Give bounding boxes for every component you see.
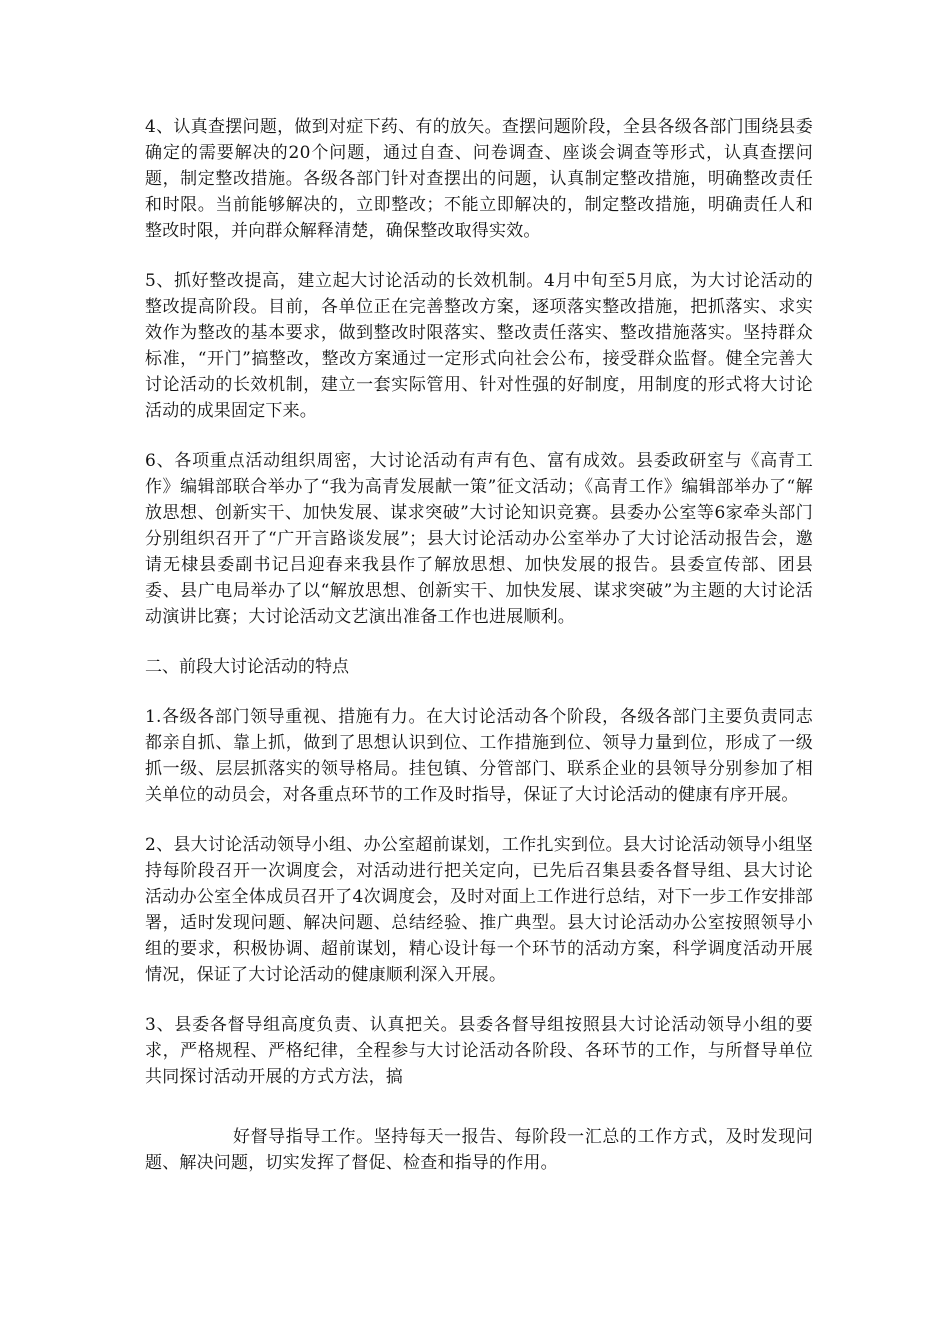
- feature-paragraph-1: 1.各级各部门领导重视、措施有力。在大讨论活动各个阶段，各级各部门主要负责同志都亲自抓、靠上抓，做到了思想认识到位、工作措施到位、领导力量到位，形成了一级抓一级、层层抓落实的领导格局。挂包镇、分管部门、联系企业的县领导分别参加了相关单位的动员会，对各重点环节的工作及时指导，保证了大讨论活动的健康有序开展。: [145, 707, 813, 805]
- paragraph-5: 5、抓好整改提高，建立起大讨论活动的长效机制。4月中旬至5月底，为大讨论活动的整改提高阶段。目前，各单位正在完善整改方案，逐项落实整改措施，把抓落实、求实效作为整改的基本要求，做到整改时限落实、整改责任落实、整改措施落实。坚持群众标准，“开门”搞整改，整改方案通过一定形式向社会公布，接受群众监督。健全完善大讨论活动的长效机制，建立一套实际管用、针对性强的好制度，用制度的形式将大讨论活动的成果固定下来。: [145, 271, 813, 421]
- document-body: [145, 114, 813, 1114]
- feature-paragraph-3: 3、县委各督导组高度负责、认真把关。县委各督导组按照县大讨论活动领导小组的要求，严格规程、严格纪律，全程参与大讨论活动各阶段、各环节的工作，与所督导单位共同探讨活动开展的方式方法，搞: [145, 1015, 813, 1087]
- section-heading: 二、前段大讨论活动的特点: [145, 657, 349, 677]
- feature-paragraph-2: 2、县大讨论活动领导小组、办公室超前谋划，工作扎实到位。县大讨论活动领导小组坚持每阶段召开一次调度会，对活动进行把关定向，已先后召集县委各督导组、县大讨论活动办公室全体成员召开了4次调度会，及时对面上工作进行总结，对下一步工作安排部署，适时发现问题、解决问题、总结经验、推广典型。县大讨论活动办公室按照领导小组的要求，积极协调、超前谋划，精心设计每一个环节的活动方案，科学调度活动开展情况，保证了大讨论活动的健康顺利深入开展。: [145, 835, 813, 985]
- continued-paragraph: 好督导指导工作。坚持每天一报告、每阶段一汇总的工作方式，及时发现问题、解决问题，切实发挥了督促、检查和指导的作用。: [145, 1127, 813, 1173]
- paragraph-6: 6、各项重点活动组织周密，大讨论活动有声有色、富有成效。县委政研室与《高青工作》编辑部联合举办了“我为高青发展献一策”征文活动；《高青工作》编辑部举办了“解放思想、创新实干、加快发展、谋求突破”大讨论知识竞赛。县委办公室等6家牵头部门分别组织召开了“广开言路谈发展”；县大讨论活动办公室举办了大讨论活动报告会，邀请无棣县委副书记吕迎春来我县作了解放思想、加快发展的报告。县委宣传部、团县委、县广电局举办了以“解放思想、创新实干、加快发展、谋求突破”为主题的大讨论活动演讲比赛；大讨论活动文艺演出准备工作也进展顺利。: [145, 451, 813, 627]
- paragraph-4: 4、认真查摆问题，做到对症下药、有的放矢。查摆问题阶段，全县各级各部门围绕县委确定的需要解决的20个问题，通过自查、问卷调查、座谈会调查等形式，认真查摆问题，制定整改措施。各级各部门针对查摆出的问题，认真制定整改措施，明确整改责任和时限。当前能够解决的，立即整改；不能立即解决的，制定整改措施，明确责任人和整改时限，并向群众解释清楚，确保整改取得实效。: [145, 117, 813, 241]
